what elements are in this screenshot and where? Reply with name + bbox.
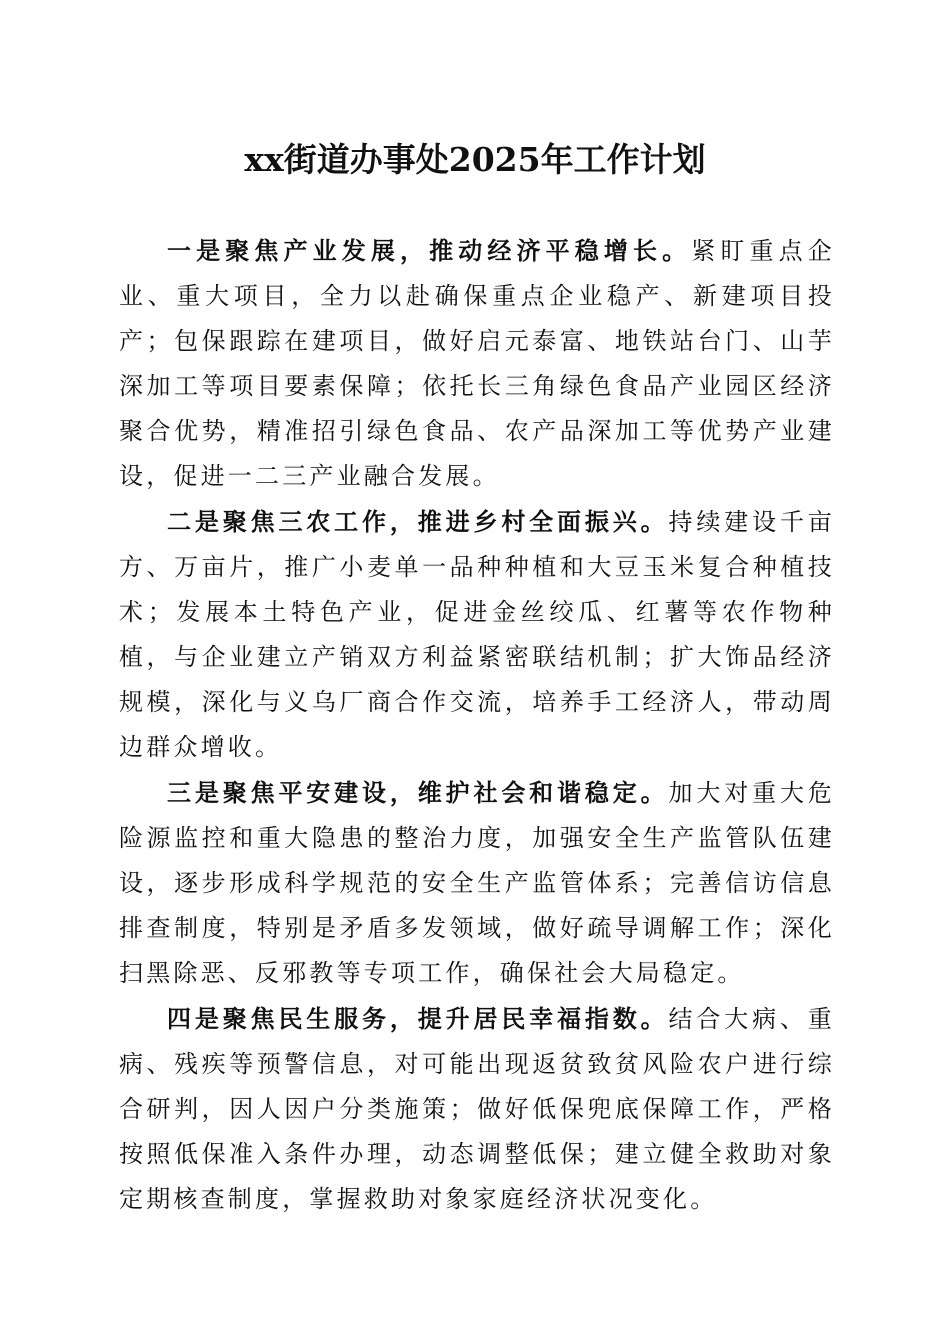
paragraph-safety (119, 770, 835, 996)
paragraph-text: 紧盯重点企业、重大项目，全力以赴确保重点企业稳产、新建项目投产；包保跟踪在建项目，做好启元泰富、地铁站台门、山芋深加工等项目要素保障；依托长三角绿色食品产业园区经济聚合优势，精准招引绿色食品、农产品深加工等优势产业建设，促进一二三产业融合发展。 (119, 237, 836, 490)
paragraph-lead: 二是聚焦三农工作，推进乡村全面振兴。 (167, 507, 669, 536)
paragraph-lead: 四是聚焦民生服务，提升居民幸福指数。 (167, 1004, 669, 1033)
paragraph-text: 持续建设千亩方、万亩片，推广小麦单一品种种植和大豆玉米复合种植技术；发展本土特色产业，促进金丝绞瓜、红薯等农作物种植，与企业建立产销双方利益紧密联结机制；扩大饰品经济规模，深化与义乌厂商合作交流，培养手工经济人，带动周边群众增收。 (119, 508, 836, 761)
paragraph-industry (119, 228, 835, 499)
document-body (119, 228, 835, 1222)
paragraph-text: 结合大病、重病、残疾等预警信息，对可能出现返贫致贫风险农户进行综合研判，因人因户分类施策；做好低保兜底保障工作，严格按照低保准入条件办理，动态调整低保；建立健全救助对象定期核查制度，掌握救助对象家庭经济状况变化。 (119, 1005, 836, 1213)
document-title: xx街道办事处2025年工作计划 (244, 140, 706, 179)
paragraph-agriculture (119, 499, 835, 770)
paragraph-lead: 一是聚焦产业发展，推动经济平稳增长。 (167, 236, 692, 265)
paragraph-livelihood (119, 996, 835, 1222)
paragraph-text: 加大对重大危险源监控和重大隐患的整治力度，加强安全生产监管队伍建设，逐步形成科学规范的安全生产监管体系；完善信访信息排查制度，特别是矛盾多发领域，做好疏导调解工作；深化扫黑除恶、反邪教等专项工作，确保社会大局稳定。 (119, 779, 836, 987)
paragraph-lead: 三是聚焦平安建设，维护社会和谐稳定。 (167, 778, 669, 807)
